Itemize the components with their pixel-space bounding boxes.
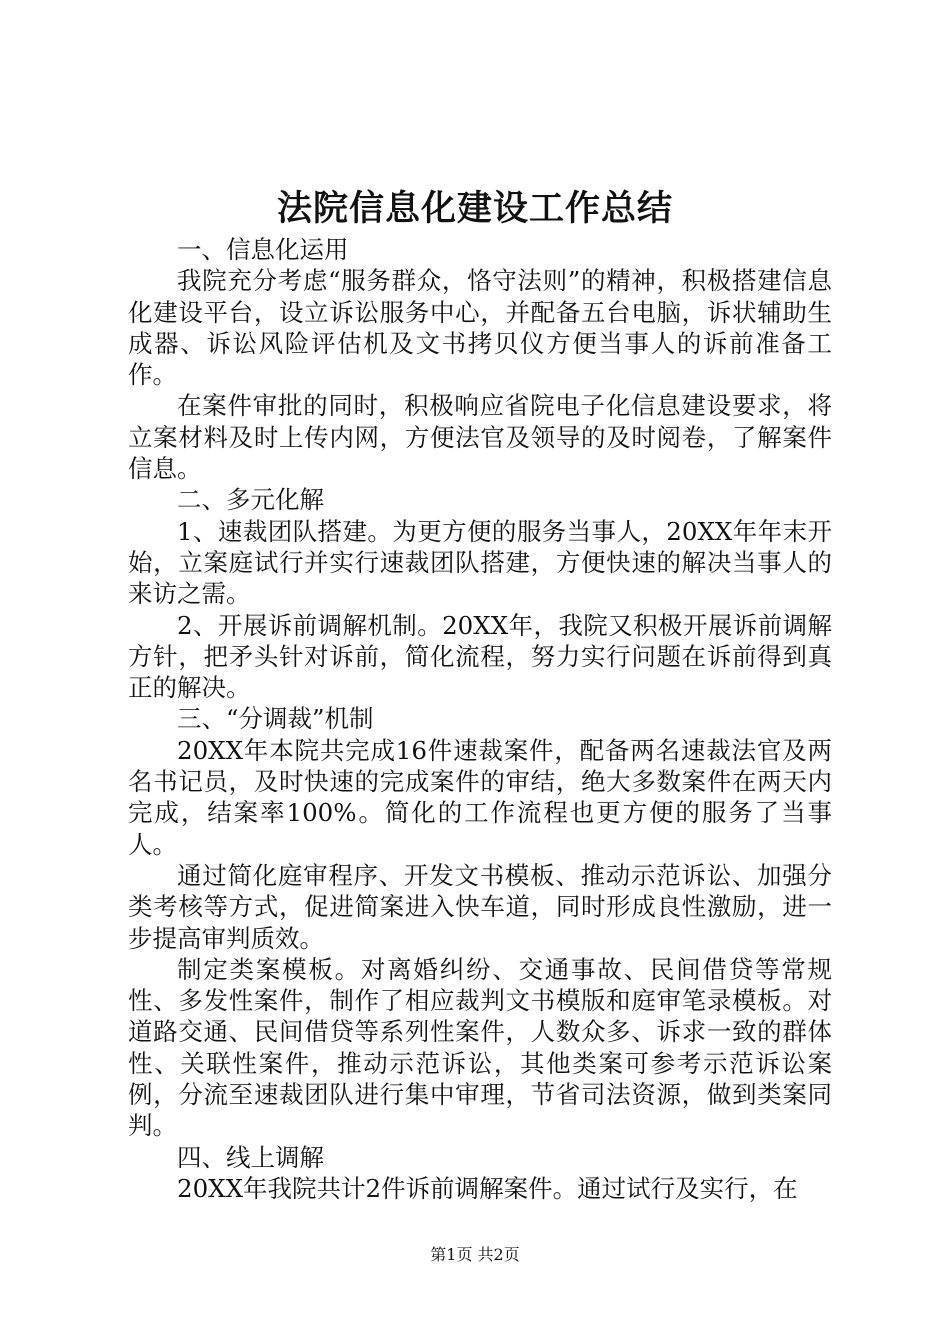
body-paragraph: 通过简化庭审程序、开发文书模板、推动示范诉讼、加强分类考核等方式，促进简案进入快车道，同时形成良性激励，进一步提高审判质效。 xyxy=(128,860,832,953)
document-body xyxy=(128,234,832,1204)
body-paragraph: 2、开展诉前调解机制。20XX年，我院又积极开展诉前调解方针，把矛头针对诉前，简化流程，努力实行问题在诉前得到真正的解决。 xyxy=(128,610,832,703)
body-paragraph: 我院充分考虑“服务群众，恪守法则”的精神，积极搭建信息化建设平台，设立诉讼服务中心，并配备五台电脑，诉状辅助生成器、诉讼风险评估机及文书拷贝仪方便当事人的诉前准备工作。 xyxy=(128,266,832,390)
body-paragraph: 20XX年我院共计2件诉前调解案件。通过试行及实行，在 xyxy=(177,1173,798,1203)
body-paragraph: 在案件审批的同时，积极响应省院电子化信息建设要求，将立案材料及时上传内网，方便法官及领导的及时阅卷，了解案件信息。 xyxy=(128,391,832,484)
page-number-footer: 第1页 共2页 xyxy=(430,1245,520,1264)
body-paragraph: 制定类案模板。对离婚纠纷、交通事故、民间借贷等常规性、多发性案件，制作了相应裁判文书模版和庭审笔录模板。对道路交通、民间借贷等系列性案件，人数众多、诉求一致的群体性、关联性案件，推动示范诉讼，其他类案可参考示范诉讼案例，分流至速裁团队进行集中审理，节省司法资源，做到类案同判。 xyxy=(128,954,832,1141)
body-paragraph: 20XX年本院共完成16件速裁案件，配备两名速裁法官及两名书记员，及时快速的完成案件的审结，绝大多数案件在两天内完成，结案率100%。简化的工作流程也更方便的服务了当事人。 xyxy=(128,735,832,859)
body-paragraph: 1、速裁团队搭建。为更方便的服务当事人，20XX年年末开始，立案庭试行并实行速裁团队搭建，方便快速的解决当事人的来访之需。 xyxy=(128,516,832,609)
section-heading: 二、多元化解 xyxy=(177,485,324,515)
document-title: 法院信息化建设工作总结 xyxy=(276,188,673,229)
section-heading: 三、“分调裁”机制 xyxy=(177,704,374,734)
section-heading: 四、线上调解 xyxy=(177,1142,324,1172)
section-heading: 一、信息化运用 xyxy=(177,235,349,264)
